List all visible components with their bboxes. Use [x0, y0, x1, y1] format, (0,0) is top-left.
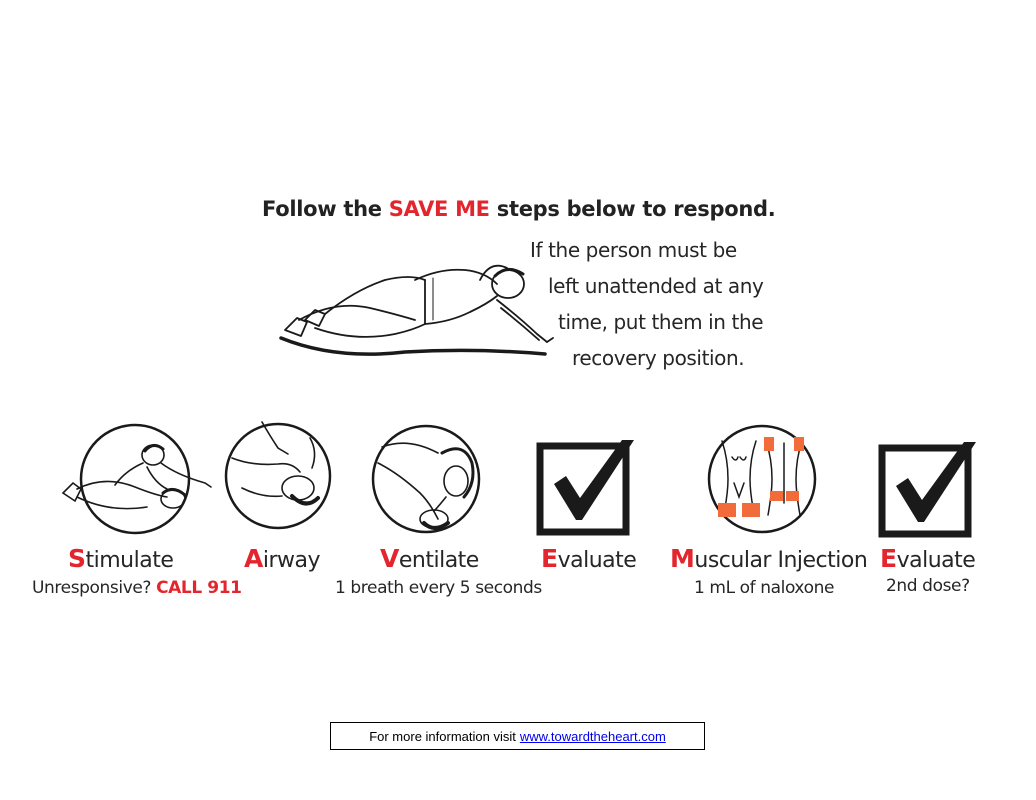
more-info-box	[330, 722, 705, 750]
step-stimulate-initial: S	[68, 544, 86, 573]
headline-highlight: SAVE ME	[388, 197, 490, 221]
step-stimulate-call: CALL 911	[156, 578, 242, 598]
step-ventilate-sub: 1 breath every 5 seconds	[335, 578, 542, 598]
step-stimulate-label	[68, 544, 173, 573]
recovery-line-1: If the person must be	[530, 238, 737, 262]
step-evaluate-rest: valuate	[557, 548, 637, 573]
stimulate-illustration-icon	[55, 423, 215, 535]
step-airway-initial: A	[244, 544, 263, 573]
step-ventilate-initial: V	[380, 544, 399, 573]
ventilate-illustration-icon	[368, 423, 488, 535]
step-injection-sub: 1 mL of naloxone	[694, 578, 835, 598]
step-injection-initial: M	[670, 544, 695, 573]
injection-sites-illustration-icon	[700, 423, 824, 535]
step-airway-rest: irway	[262, 548, 321, 573]
checkbox-checked-icon	[536, 436, 636, 536]
recovery-instructions	[500, 236, 764, 386]
headline-after: steps below to respond.	[496, 197, 776, 221]
step-evaluate-2-rest: valuate	[896, 548, 976, 573]
step-airway-label	[244, 544, 320, 573]
step-injection-rest: uscular Injection	[694, 548, 868, 573]
step-injection-label	[670, 544, 867, 573]
step-ventilate-label	[380, 544, 479, 573]
step-evaluate-2-label	[880, 544, 975, 573]
recovery-line-3: time, put them in the	[558, 310, 764, 334]
recovery-line-2: left unattended at any	[548, 274, 764, 298]
step-evaluate-2-sub: 2nd dose?	[886, 576, 970, 596]
website-link[interactable]: www.towardtheheart.com	[519, 728, 666, 744]
step-evaluate-initial: E	[541, 544, 558, 573]
recovery-line-4: recovery position.	[572, 346, 745, 370]
step-stimulate-sub	[32, 578, 242, 598]
step-evaluate-2-initial: E	[880, 544, 897, 573]
step-stimulate-rest: timulate	[85, 548, 174, 573]
headline-before: Follow the	[262, 197, 382, 221]
airway-illustration-icon	[222, 418, 334, 530]
step-stimulate-question: Unresponsive?	[32, 578, 152, 598]
step-ventilate-rest: entilate	[398, 548, 479, 573]
headline	[262, 197, 775, 221]
step-evaluate-label	[541, 544, 636, 573]
checkbox-checked-icon	[878, 438, 978, 538]
more-info-prefix: For more information visit	[369, 728, 516, 744]
